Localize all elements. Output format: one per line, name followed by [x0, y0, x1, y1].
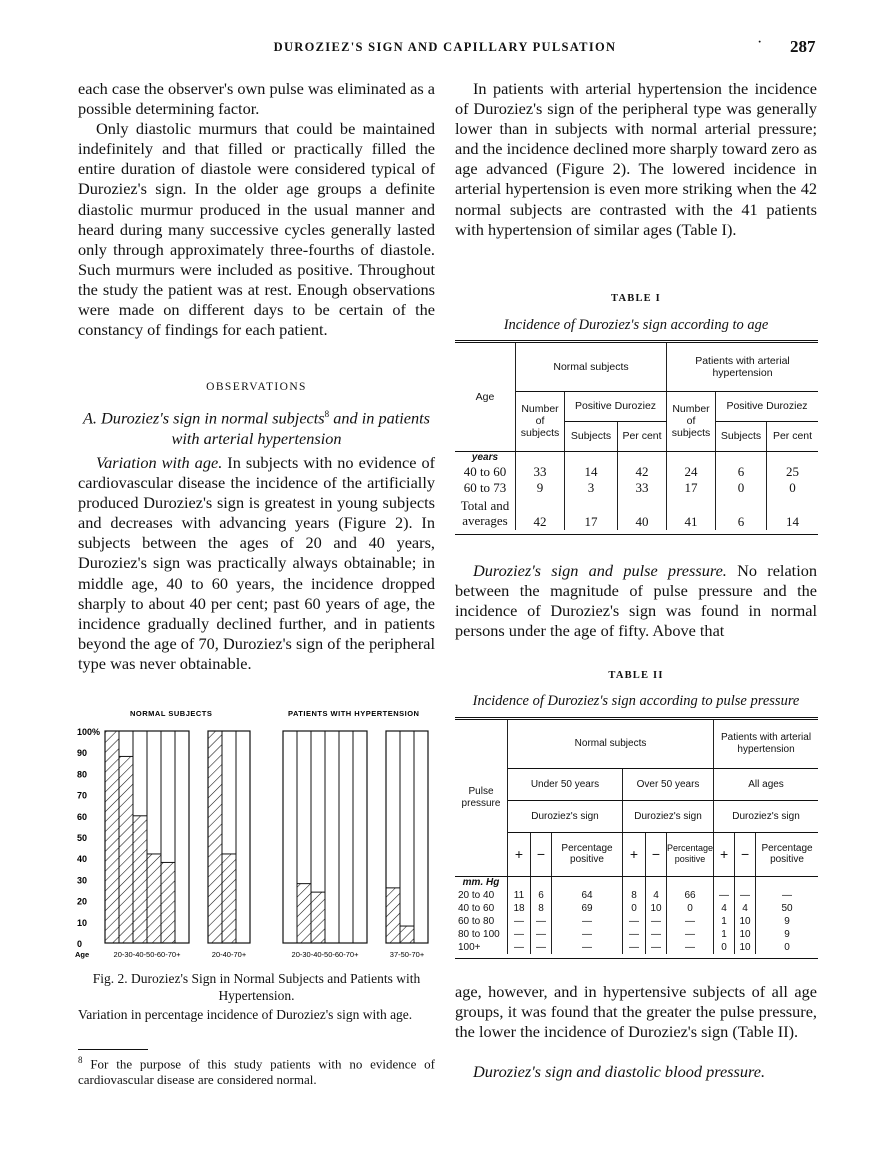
- table-row: [455, 928, 818, 941]
- t1-number-subjects: Number of subjects: [516, 391, 565, 451]
- t2-dsign-under: Duroziez's sign: [508, 800, 623, 832]
- table-row: [455, 464, 818, 480]
- footnote-mark: 8: [78, 1055, 83, 1065]
- x-group-label: 20-30-40-50-60-70+: [291, 950, 359, 959]
- right-paragraph-1: In patients with arterial hypertension the incidence of Duroziez's sign of the peripheral type was generally lower than in subjects with normal arterial pressure; and the incidence declined more sharply toward zero as age advanced (Figure 2). The lowered incidence in arterial hypertension is even more striking when the 42 normal subjects are contrasted with the 41 patients with hypertension of similar ages (Table I).: [455, 79, 817, 239]
- t2-all-ages: All ages: [714, 768, 818, 800]
- x-group-label: 20-40-70+: [211, 950, 247, 959]
- t1-cell: 0: [716, 480, 767, 496]
- panel-title: NORMAL SUBJECTS: [130, 709, 213, 718]
- t2-cell: —: [508, 915, 531, 928]
- t2-cell: —: [552, 941, 623, 954]
- t1-cell: 24: [667, 464, 716, 480]
- t2-cell: —: [623, 915, 646, 928]
- t2-cell: 10: [735, 941, 756, 954]
- right-paragraph-2: [455, 561, 817, 641]
- t2-cell: —: [782, 890, 793, 901]
- table-row: [455, 915, 818, 928]
- left-paragraph-2: Only diastolic murmurs that could be maintained indefinitely and that filled or practically filled the entire duration of diastole were considered typical of Duroziez's sign. In the older age groups a definite diastolic murmur produced in the usual manner and heard during many successive cycles generally lasted only through approximately three-fourths of diastole. Such murmurs were included as positive. Throughout the study the patient was at rest. Enough observations were made on different days to be certain of the constancy of findings for each patient.: [78, 119, 435, 340]
- section-heading-b: and in patients with arterial hypertension: [171, 408, 431, 448]
- footnote-text: For the purpose of this study patients with no evidence of cardiovascular disease are considered normal.: [78, 1056, 435, 1088]
- y-tick-label: 40: [77, 854, 88, 865]
- t2-cell: 18: [508, 902, 531, 915]
- y-tick-label: 20: [77, 896, 88, 907]
- t2-pct-3: Percentage positive: [756, 832, 818, 876]
- y-tick-label: 50: [77, 833, 88, 843]
- t1-years-label: years: [455, 451, 516, 464]
- right-paragraph-3: age, however, and in hypertensive subjects of all age groups, it was found that the greater the pulse pressure, the lower the incidence of Duroziez's sign (Table II).: [455, 982, 817, 1042]
- age-prefix-label: Age: [75, 950, 90, 959]
- t2-cell: 8: [623, 889, 646, 902]
- t2-body: [455, 889, 818, 954]
- t1-cell: 40 to 60: [455, 464, 516, 480]
- t2-cell: —: [552, 928, 623, 941]
- y-tick-label: 90: [77, 748, 88, 759]
- t2-cell: —: [646, 941, 667, 954]
- t2-cell: 0: [784, 942, 790, 953]
- t2-plus-2: +: [623, 832, 646, 876]
- t2-cell: 9: [784, 929, 790, 940]
- bar: [147, 854, 161, 943]
- t2-cell: —: [508, 928, 531, 941]
- y-tick-label: 30: [77, 875, 88, 886]
- t2-minus-1: −: [531, 832, 552, 876]
- t2-cell: —: [646, 928, 667, 941]
- section-heading-sup: 8: [324, 409, 330, 419]
- y-tick-label: 100%: [77, 727, 101, 737]
- table-2: [455, 717, 818, 959]
- t2-plus-3: +: [714, 832, 735, 876]
- t2-normal-subjects: Normal subjects: [508, 720, 714, 768]
- t2-cell: 1: [714, 928, 735, 941]
- y-tick-label: 80: [77, 769, 88, 780]
- bar: [161, 862, 175, 943]
- figure-2-chart: [75, 703, 440, 968]
- t1-hyper-positive-duroziez: Positive Duroziez: [716, 391, 819, 421]
- t1-subjects-col: Subjects: [565, 421, 618, 451]
- t2-cell: —: [508, 941, 531, 954]
- bar: [208, 731, 222, 943]
- observations-heading: OBSERVATIONS: [206, 381, 307, 393]
- t2-cell: 64: [552, 889, 623, 902]
- t2-minus-2: −: [646, 832, 667, 876]
- t2-cell: —: [531, 941, 552, 954]
- t2-cell: —: [623, 928, 646, 941]
- t2-cell: —: [646, 915, 667, 928]
- t1-hyper-percent-col: Per cent: [767, 421, 819, 451]
- bar: [311, 892, 325, 943]
- table-row: [455, 480, 818, 496]
- t1-cell: 14: [786, 514, 799, 529]
- t1-age-header: Age: [455, 343, 516, 451]
- t2-over-50: Over 50 years: [623, 768, 714, 800]
- t1-cell: 25: [786, 464, 799, 479]
- t2-cell: 100+: [455, 941, 508, 954]
- t1-cell: 9: [516, 480, 565, 496]
- t1-cell: 42: [618, 464, 667, 480]
- t2-cell: 60 to 80: [455, 915, 508, 928]
- y-tick-label: 0: [77, 939, 83, 949]
- table-row: [455, 902, 818, 915]
- t2-cell: 69: [552, 902, 623, 915]
- p2-text: No relation between the magnitude of pulse pressure and the incidence of Duroziez's sign was found in normal persons under the age of fifty. Above that: [455, 561, 817, 641]
- figure-caption: Fig. 2. Duroziez's Sign in Normal Subjects and Patients with Hypertension.: [92, 971, 421, 1003]
- t2-cell: 0: [714, 941, 735, 954]
- table1-label: TABLE I: [611, 293, 661, 304]
- t2-cell: 6: [531, 889, 552, 902]
- figure-subcaption: Variation in percentage incidence of Duroziez's sign with age.: [78, 1007, 413, 1022]
- bar: [105, 731, 119, 943]
- t2-cell: —: [531, 928, 552, 941]
- right-paragraph-4: [455, 1062, 817, 1082]
- bar: [222, 854, 236, 943]
- t2-cell: 40 to 60: [455, 902, 508, 915]
- t2-cell: 1: [714, 915, 735, 928]
- t2-under-50: Under 50 years: [508, 768, 623, 800]
- t1-hyper-number-subjects: Number of subjects: [667, 391, 716, 451]
- p4-lead: Duroziez's sign and diastolic blood pressure.: [473, 1062, 766, 1081]
- x-group-label: 37-50-70+: [389, 950, 425, 959]
- t1-cell: Total and averages: [455, 496, 516, 530]
- t2-cell: 4: [714, 902, 735, 915]
- t2-pct-1: Percentage positive: [552, 832, 623, 876]
- t1-cell: 33: [618, 480, 667, 496]
- t1-normal-header: Normal subjects: [516, 343, 667, 391]
- t2-cell: 11: [508, 889, 531, 902]
- running-header: [0, 34, 890, 64]
- t1-cell: 17: [667, 480, 716, 496]
- t2-minus-3: −: [735, 832, 756, 876]
- t2-cell: 9: [784, 916, 790, 927]
- right-column: [455, 79, 817, 240]
- t1-cell: 14: [565, 464, 618, 480]
- table-1: [455, 340, 818, 535]
- t2-cell: —: [667, 928, 714, 941]
- t2-cell: —: [552, 915, 623, 928]
- y-tick-label: 10: [77, 917, 88, 928]
- t2-cell: 80 to 100: [455, 928, 508, 941]
- bar: [119, 756, 133, 943]
- t1-cell: 42: [516, 496, 565, 530]
- running-title: DUROZIEZ'S SIGN AND CAPILLARY PULSATION: [273, 40, 617, 54]
- page-number: 287: [790, 37, 816, 56]
- t2-cell: 10: [646, 902, 667, 915]
- t1-cell: 6: [716, 464, 767, 480]
- footnote: [78, 1052, 435, 1088]
- section-heading: [78, 404, 435, 449]
- t2-cell: 50: [781, 903, 793, 914]
- t1-hyper-header: Patients with arterial hypertension: [667, 343, 819, 391]
- t2-cell: —: [667, 941, 714, 954]
- t2-cell: 8: [531, 902, 552, 915]
- left-paragraph-3: [78, 453, 435, 674]
- table2-label: TABLE II: [608, 670, 664, 681]
- p3-lead: Variation with age.: [96, 453, 223, 472]
- t1-cell: 0: [789, 480, 796, 495]
- t1-cell: 60 to 73: [455, 480, 516, 496]
- t1-cell: 41: [667, 496, 716, 530]
- t1-cell: 40: [618, 496, 667, 530]
- x-group-label: 20-30-40-50-60-70+: [113, 950, 181, 959]
- bar: [400, 926, 414, 943]
- footnote-rule: [78, 1049, 148, 1050]
- bar: [386, 888, 400, 943]
- t2-cell: —: [735, 889, 756, 902]
- t1-hyper-subjects-col: Subjects: [716, 421, 767, 451]
- t2-pulse-pressure-header: Pulse pressure: [455, 720, 508, 876]
- t2-cell: —: [531, 915, 552, 928]
- t2-cell: 4: [735, 902, 756, 915]
- t1-cell: 33: [516, 464, 565, 480]
- t2-cell: 10: [735, 928, 756, 941]
- t2-dsign-all: Duroziez's sign: [714, 800, 818, 832]
- t2-cell: 0: [623, 902, 646, 915]
- table-row: [455, 941, 818, 954]
- t2-cell: 4: [646, 889, 667, 902]
- t2-cell: —: [623, 941, 646, 954]
- p2-lead: Duroziez's sign and pulse pressure.: [473, 561, 727, 580]
- table2-caption: Incidence of Duroziez's sign according to pulse pressure: [472, 693, 800, 709]
- t2-hyper-header: Patients with arterial hypertension: [714, 720, 818, 768]
- t2-cell: 66: [667, 889, 714, 902]
- table-row: [455, 889, 818, 902]
- t2-pct-2: Percentage positive: [667, 832, 714, 876]
- t1-positive-duroziez: Positive Duroziez: [565, 391, 667, 421]
- y-tick-label: 60: [77, 811, 88, 822]
- t2-plus-1: +: [508, 832, 531, 876]
- left-column: [78, 79, 435, 340]
- panel-title: PATIENTS WITH HYPERTENSION: [288, 709, 420, 718]
- t1-cell: 17: [565, 496, 618, 530]
- t2-unit: mm. Hg: [455, 876, 508, 889]
- t2-cell: —: [714, 889, 735, 902]
- t1-percent-col: Per cent: [618, 421, 667, 451]
- left-paragraph-1: each case the observer's own pulse was eliminated as a possible determining factor.: [78, 79, 435, 119]
- t1-cell: 3: [565, 480, 618, 496]
- t2-cell: —: [667, 915, 714, 928]
- bar: [297, 884, 311, 943]
- header-dot: ·: [757, 34, 763, 51]
- bar: [133, 816, 147, 943]
- t2-cell: 20 to 40: [455, 889, 508, 902]
- table1-caption: Incidence of Duroziez's sign according to age: [503, 317, 769, 333]
- table-row: [455, 496, 818, 530]
- p3-text: In subjects with no evidence of cardiovascular disease the incidence of the artificially produced Duroziez's sign is greatest in young subjects and decreases with advancing years (Figure 2). In subjects between the ages of 20 and 40 years, Duroziez's sign was practically always obtainable; in middle age, 40 to 60 years, the incidence dropped sharply to about 40 per cent; past 60 years of age, the incidence gradually declined further, and in patients beyond the age of 70, Duroziez's sign of the peripheral type was never obtainable.: [78, 453, 436, 673]
- t2-cell: 10: [735, 915, 756, 928]
- t2-dsign-over: Duroziez's sign: [623, 800, 714, 832]
- section-heading-a: A. Duroziez's sign in normal subjects: [82, 408, 325, 428]
- t1-cell: 6: [716, 496, 767, 530]
- y-tick-label: 70: [77, 790, 88, 801]
- t2-cell: 0: [667, 902, 714, 915]
